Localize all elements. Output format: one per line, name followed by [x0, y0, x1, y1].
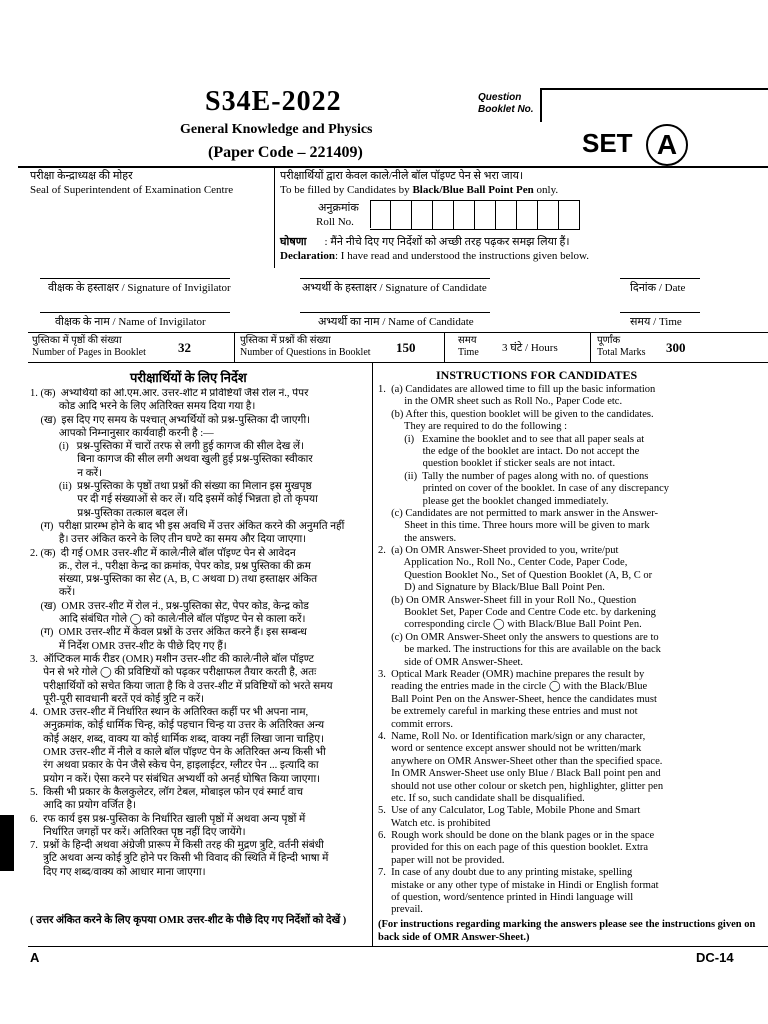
set-value: A [646, 124, 688, 166]
instruction-line: निर्धारित जगहों पर करें। अतिरिक्त पृष्ठ नहीं दिए जायेंगे। [30, 826, 246, 838]
question-booklet-box[interactable] [540, 88, 768, 122]
instruction-line: 7. प्रश्नों के हिन्दी अथवा अंग्रेजी प्रारूप में किसी तरह की मुद्रण त्रुटि, वर्तनी संबंधी [30, 840, 324, 852]
instruction-line: त्रुटि अथवा अन्य कोई त्रुटि होने पर किसी भी विवाद की स्थिति में हिन्दी भाषा में [30, 853, 329, 865]
instruction-line: 6. रफ कार्य इस प्रश्न-पुस्तिका के निर्धारित खाली पृष्ठों में अथवा अन्य पृष्ठों में [30, 813, 306, 825]
hindi-heading: परीक्षार्थियों के लिए निर्देश [130, 370, 247, 385]
instruction-line: 5. किसी भी प्रकार के कैलकुलेटर, लॉग टेबल, मोबाइल फोन एवं स्मार्ट वाच [30, 786, 304, 798]
fill-instruction-hi: परीक्षार्थियों द्वारा केवल काले/नीले बॉल पॉइण्ट पेन से भरा जाय। [280, 170, 524, 182]
roll-cell[interactable] [412, 200, 433, 230]
instruction-line: They are required to do the following : [378, 421, 568, 433]
time-label-hi: समय [458, 335, 477, 346]
instruction-line: 4. Name, Roll No. or Identification mark/sign or any character, [378, 730, 646, 742]
exam-title: S34E-2022 [205, 86, 342, 117]
instruction-line: प्रयोग न करें। ऐसा करने पर संबंधित अभ्यर्थी को अनर्ह घोषित किया जाएगा। [30, 773, 321, 785]
date-line[interactable] [620, 278, 700, 279]
roll-cell[interactable] [538, 200, 559, 230]
time-label: समय / Time [630, 316, 682, 328]
time-label-en: Time [458, 347, 479, 358]
registration-mark [0, 815, 14, 871]
instruction-line: the answers. [378, 532, 457, 544]
pages-label-hi: पुस्तिका में पृष्ठों की संख्या [32, 335, 122, 346]
questions-label-hi: पुस्तिका में प्रश्नों की संख्या [240, 335, 331, 346]
question-booklet-label [478, 92, 534, 116]
instruction-line: (b) After this, question booklet will be given to the candidates. [378, 408, 654, 420]
qbn-line-2: Booklet No. [478, 104, 534, 115]
instruction-line: 1. (a) Candidates are allowed time to fill up the basic information [378, 384, 656, 395]
questions-value: 150 [396, 340, 416, 355]
decl-en-label: Declaration [280, 250, 335, 262]
instruction-line: please get the booklet changed immediately. [378, 495, 609, 507]
set-label: SET [582, 128, 633, 158]
instruction-line: कोड आदि भरने के लिए अतिरिक्त समय दिया गया है। [30, 401, 256, 413]
candidate-name-label: अभ्यर्थी का नाम / Name of Candidate [318, 316, 474, 328]
qbn-line-1: Question [478, 92, 522, 103]
roll-cell[interactable] [370, 200, 391, 230]
invigilator-name-label: वीक्षक के नाम / Name of Invigilator [55, 316, 206, 328]
instruction-line: करें। [30, 587, 76, 599]
roll-cell[interactable] [475, 200, 496, 230]
instruction-line: in the OMR sheet such as Roll No., Paper Code etc. [378, 396, 623, 408]
hindi-instructions [30, 388, 370, 880]
stats-bottom-border [28, 362, 768, 363]
instruction-line: provided for this on each page of this question booklet. Extra [378, 842, 649, 854]
roll-label-en: Roll No. [316, 216, 354, 228]
instruction-line: में निर्देश OMR उत्तर-शीट के पीछे दिए गए हैं। [30, 640, 227, 652]
instruction-line: be extremely careful in marking these entries and must not [378, 706, 638, 718]
instruction-line: (c) Candidates are not permitted to mark answer in the Answer- [378, 507, 658, 519]
roll-label-hi: अनुक्रमांक [318, 202, 359, 214]
instruction-line: should not use other colour or sketch pen, highlighter, glitter pen [378, 780, 664, 792]
instruction-line: कोई अक्षर, शब्द, वाक्य या कोई धार्मिक शब्द, वाक्य नहीं लिखा जाना चाहिए। [30, 733, 325, 745]
roll-cell[interactable] [391, 200, 412, 230]
instruction-line: (ग) OMR उत्तर-शीट में केवल प्रश्नों के उत्तर अंकित करने हैं। इस सम्बन्ध [30, 627, 307, 639]
instruction-line: है। उत्तर अंकित करने के लिए तीन घण्टे का समय और दिया जाएगा। [30, 534, 307, 546]
time-line[interactable] [620, 312, 700, 313]
instruction-line: (c) On OMR Answer-Sheet only the answers to questions are to [378, 631, 659, 643]
instruction-line: of question, word/sentence printed in Hindi language will [378, 892, 634, 904]
instruction-line: be marked. The instructions for this are available on the back [378, 644, 661, 656]
invigilator-signature-label: वीक्षक के हस्ताक्षर / Signature of Invigilator [48, 282, 231, 294]
instruction-line: Booklet Set, Paper Code and Centre Code etc. by darkening [378, 607, 656, 619]
instruction-line: आपको निम्नानुसार कार्यवाही करनी है :— [30, 427, 214, 439]
seal-label-en: Seal of Superintendent of Examination Centre [30, 184, 234, 196]
instruction-line: पूरी-पूरी सावधानी बरतें एवं कोई त्रुटि न करें। [30, 693, 205, 705]
instruction-line: side of OMR Answer-Sheet. [378, 656, 524, 668]
instruction-line: OMR उत्तर-शीट में नीले व काले बॉल पॉइण्ट पेन के अतिरिक्त अन्य किसी भी [30, 747, 326, 759]
declaration-en [280, 250, 589, 263]
instruction-line: रंग अथवा प्रकार के पेन जैसे स्केच पेन, हाइलाईटर, ग्लीटर पेन ... इत्यादि का [30, 760, 319, 772]
decl-hi-text: : मैंने नीचे दिए गए निर्देशों को अच्छी तरह पढ़कर समझ लिया हैं। [324, 236, 570, 248]
instruction-line: (i) Examine the booklet and to see that all paper seals at [378, 433, 645, 445]
pages-label-en: Number of Pages in Booklet [32, 347, 146, 358]
date-label: दिनांक / Date [630, 282, 686, 294]
english-footer: (For instructions regarding marking the answers please see the instructions given on back side of OMR Answer-Sheet.) [378, 919, 756, 943]
instruction-line: आदि संबंधित गोले ◯ को काले/नीले बॉल पॉइण्ट पेन से काला करें। [30, 614, 306, 626]
instruction-line: 2. (a) On OMR Answer-Sheet provided to you, write/put [378, 545, 619, 557]
stats-divider-1 [234, 332, 235, 362]
instruction-line: Question Booklet No., Set of Question Booklet (A, B, C or [378, 569, 653, 581]
roll-cell[interactable] [517, 200, 538, 230]
instruction-line: prevail. [378, 904, 423, 916]
exam-subject: General Knowledge and Physics [180, 122, 373, 137]
instruction-line: बिना कागज की सील लगी अथवा खुली हुई प्रश्न-पुस्तिका स्वीकार [30, 454, 313, 466]
seal-divider [274, 166, 275, 268]
stats-divider-3 [590, 332, 591, 362]
instruction-line: word or sentence except answer should not be written/mark [378, 743, 642, 755]
roll-cell[interactable] [454, 200, 475, 230]
paper-code: (Paper Code – 221409) [208, 144, 363, 161]
instruction-line: the edge of the booklet are intact. Do not accept the [378, 445, 640, 457]
stats-top-border [28, 332, 768, 333]
instruction-line: संख्या, प्रश्न-पुस्तिका का सेट (A, B, C अथवा D) तथा हस्ताक्षर अंकित [30, 574, 318, 586]
instruction-line: reading the entries made in the circle ◯ with the Black/Blue [378, 681, 648, 693]
instruction-line: पेन से भरे गोले ◯ की प्रविष्टियों को पढ़कर परीक्षाफल तैयार करती है, अतः [30, 667, 317, 679]
instruction-line: परीक्षार्थियों को सचेत किया जाता है कि वे उत्तर-शीट में प्रविष्टियों को भरते समय [30, 680, 333, 692]
fill-en-part1: To be filled by Candidates by [280, 184, 413, 196]
instruction-line: paper will not be provided. [378, 854, 505, 866]
marks-label-en: Total Marks [597, 347, 646, 358]
candidate-signature-line[interactable] [300, 278, 490, 279]
instruction-line: 7. In case of any doubt due to any printing mistake, spelling [378, 867, 633, 879]
instruction-line: In OMR Answer-Sheet use only Blue / Black Ball point pen and [378, 768, 661, 780]
english-instructions [378, 384, 766, 917]
questions-label-en: Number of Questions in Booklet [240, 347, 371, 358]
instruction-line: mistake or any other type of mistake in Hindi or English format [378, 879, 659, 891]
footer-set: A [30, 950, 40, 965]
time-value-text: 3 घंटे / Hours [502, 342, 558, 354]
roll-cell[interactable] [433, 200, 454, 230]
fill-en-part2: only. [533, 184, 559, 196]
instruction-line: क्र., रोल नं., परीक्षा केन्द्र का क्रमांक, पेपर कोड, प्रश्न पुस्तिका की क्रम [30, 560, 311, 572]
instruction-line: corresponding circle ◯ with Black/Blue Ball Point Pen. [378, 619, 642, 631]
pages-value: 32 [178, 340, 191, 355]
instructions-bottom-border [28, 946, 768, 947]
instruction-line: anywhere on OMR Answer-Sheet other than the specified space. [378, 755, 663, 767]
instruction-line: (ख) इस दिए गए समय के पश्चात् अभ्यर्थियों को प्रश्न-पुस्तिका दी जाएगी। [30, 414, 311, 426]
instruction-line: 2. (क) दी गई OMR उत्तर-शीट में काले/नीले बॉल पॉइण्ट पेन से आवेदन [30, 547, 296, 559]
instruction-line: question booklet if sticker seals are not intact. [378, 458, 616, 470]
roll-cell[interactable] [559, 200, 580, 230]
declaration-hi [280, 236, 570, 249]
instruction-line: (ii) Tally the number of pages along with no. of questions [378, 470, 649, 482]
fill-en-bold: Black/Blue Ball Point Pen [412, 184, 534, 196]
instruction-line: (ii) प्रश्न-पुस्तिका के पृष्ठों तथा प्रश्नों की संख्या का मिलान इस मुखपृष्ठ [30, 481, 312, 493]
header-divider [18, 166, 768, 168]
instruction-line: Watch etc. is prohibited [378, 817, 491, 829]
instruction-line: 3. ऑप्टिकल मार्क रीडर (OMR) मशीन उत्तर-शीट की काले/नीले बॉल पॉइण्ट [30, 653, 314, 665]
instruction-line: प्रश्न-पुस्तिका तत्काल बदल लें। [30, 507, 189, 519]
instruction-line: दिए गए शब्द/वाक्य को आधार माना जाएगा। [30, 866, 206, 878]
invigilator-name-line[interactable] [40, 312, 230, 313]
instruction-line: अनुक्रमांक, कोई धार्मिक चिन्ह, कोई पहचान चिन्ह या उत्तर के अतिरिक्त अन्य [30, 720, 325, 732]
invigilator-signature-line[interactable] [40, 278, 230, 279]
instruction-line: (ख) OMR उत्तर-शीट में रोल नं., प्रश्न-पुस्तिका सेट, पेपर कोड, केन्द्र कोड [30, 600, 309, 612]
english-heading: INSTRUCTIONS FOR CANDIDATES [436, 368, 638, 382]
candidate-signature-label: अभ्यर्थी के हस्ताक्षर / Signature of Candidate [302, 282, 487, 294]
instruction-line: 6. Rough work should be done on the blank pages or in the space [378, 830, 655, 842]
footer-code: DC-14 [696, 950, 734, 965]
hindi-footer: ( उत्तर अंकित करने के लिए कृपया OMR उत्तर-शीट के पीछे दिए गए निर्देशों को देखें ) [30, 915, 347, 926]
instruction-line: Sheet in this time. Three hours more will be given to mark [378, 520, 650, 532]
instruction-line: न करें। [30, 467, 103, 479]
instruction-line: etc. If so, such candidate shall be disqualified. [378, 792, 585, 804]
instruction-line: 5. Use of any Calculator, Log Table, Mobile Phone and Smart [378, 805, 641, 817]
marks-value: 300 [666, 340, 686, 355]
seal-label-hi: परीक्षा केन्द्राध्यक्ष की मोहर [30, 170, 133, 182]
decl-hi-label: घोषणा [280, 236, 307, 248]
instruction-line: D) and Signature by Black/Blue Ball Point Pen. [378, 582, 605, 594]
instruction-line: पर दी गई संख्याओं से कर लें। यदि इसमें कोई भिन्नता हो तो कृपया [30, 494, 318, 506]
instruction-line: 4. OMR उत्तर-शीट में निर्धारित स्थान के अतिरिक्त कहीं पर भी अपना नाम, [30, 707, 309, 719]
instruction-line: आदि का प्रयोग वर्जित है। [30, 800, 137, 812]
instruction-line: 1. (क) अभ्यर्थियों को ओ.एम.आर. उत्तर-शीट में प्रविष्टियाँ जैसे रोल नं., पेपर [30, 388, 309, 399]
instruction-line: (b) On OMR Answer-Sheet fill in your Roll No., Question [378, 594, 637, 606]
stats-divider-2 [444, 332, 445, 362]
instruction-line: (ग) परीक्षा प्रारम्भ होने के बाद भी इस अवधि में उत्तर अंकित करने की अनुमति नहीं [30, 520, 345, 532]
candidate-name-line[interactable] [300, 312, 490, 313]
column-divider [372, 362, 373, 946]
fill-instruction-en [280, 184, 558, 197]
instruction-line: printed on cover of the booklet. In case of any discrepancy [378, 483, 669, 495]
time-value [502, 342, 558, 355]
instruction-line: Application No., Roll No., Center Code, Paper Code, [378, 557, 628, 569]
roll-cell[interactable] [496, 200, 517, 230]
decl-en-text: : I have read and understood the instructions given below. [334, 250, 590, 262]
instruction-line: 3. Optical Mark Reader (OMR) machine prepares the result by [378, 668, 645, 680]
marks-label-hi: पूर्णांक [597, 335, 621, 346]
instruction-line: commit errors. [378, 718, 453, 730]
instruction-line: Ball Point Pen on the Answer-Sheet, hence the candidates must [378, 693, 657, 705]
instruction-line: (i) प्रश्न-पुस्तिका में चारों तरफ से लगी हुई कागज की सील देख लें। [30, 441, 305, 453]
